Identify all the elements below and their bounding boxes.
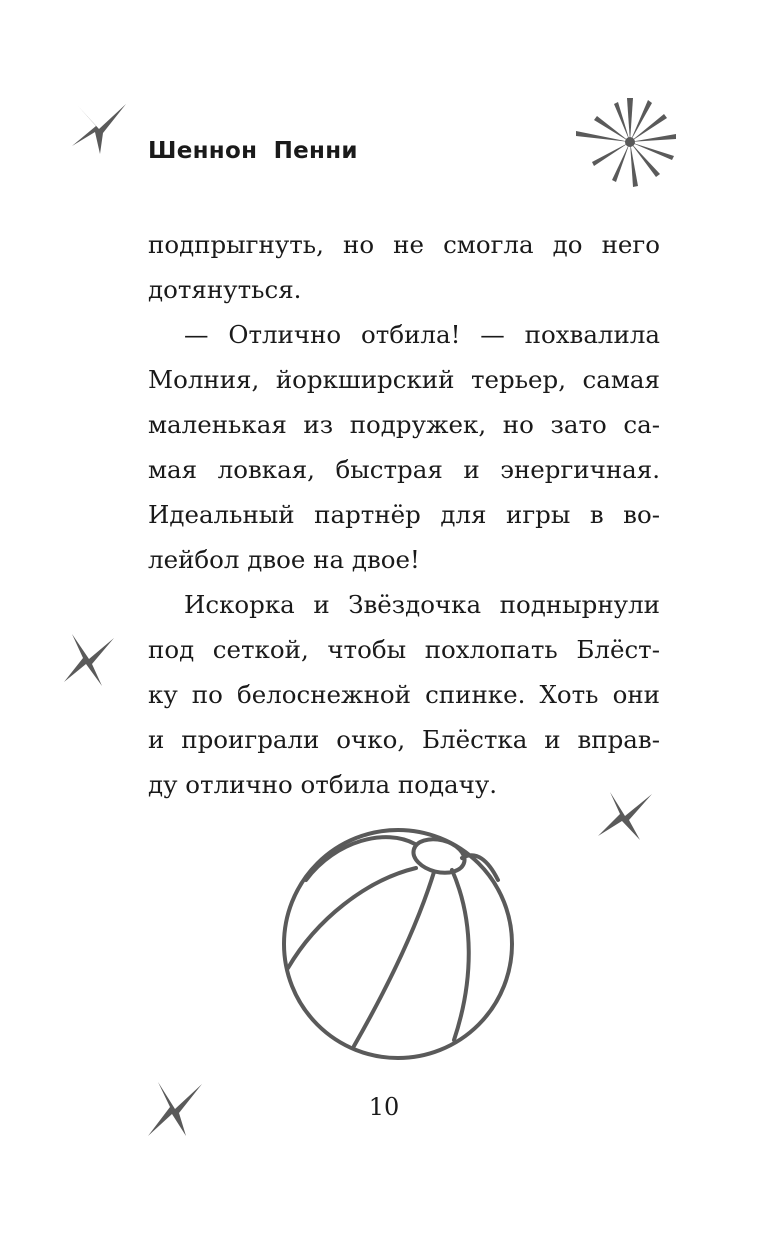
text-line: дотянуться. — [148, 275, 302, 304]
text-line: лейбол двое на двое! — [148, 545, 420, 574]
text-line: ду отлично отбила подачу. — [148, 770, 498, 799]
star-left-margin-icon — [62, 630, 116, 688]
text-line: маленькая из подружек, но зато са- — [148, 410, 660, 439]
text-line: ку по белоснежной спинке. Хоть они — [148, 680, 660, 709]
beach-ball-icon — [276, 820, 522, 1060]
text-line: и проиграли очко, Блёстка и вправ- — [148, 725, 660, 754]
body-text — [148, 222, 660, 807]
text-line: подпрыгнуть, но не смогла до него — [148, 230, 660, 259]
text-line: мая ловкая, быстрая и энергичная. — [148, 455, 660, 484]
star-top-left-icon — [70, 102, 128, 156]
text-line: под сеткой, чтобы похлопать Блёст- — [148, 635, 660, 664]
page-number: 10 — [368, 1093, 400, 1121]
running-head-author: Шеннон Пенни — [148, 138, 358, 164]
text-line: — Отлично отбила! — похвалила — [184, 320, 660, 349]
text-line: Искорка и Звёздочка поднырнули — [184, 590, 660, 619]
text-line: Идеальный партнёр для игры в во- — [148, 500, 660, 529]
text-line: Молния, йоркширский терьер, самая — [148, 365, 660, 394]
sparkle-burst-icon — [572, 96, 678, 190]
